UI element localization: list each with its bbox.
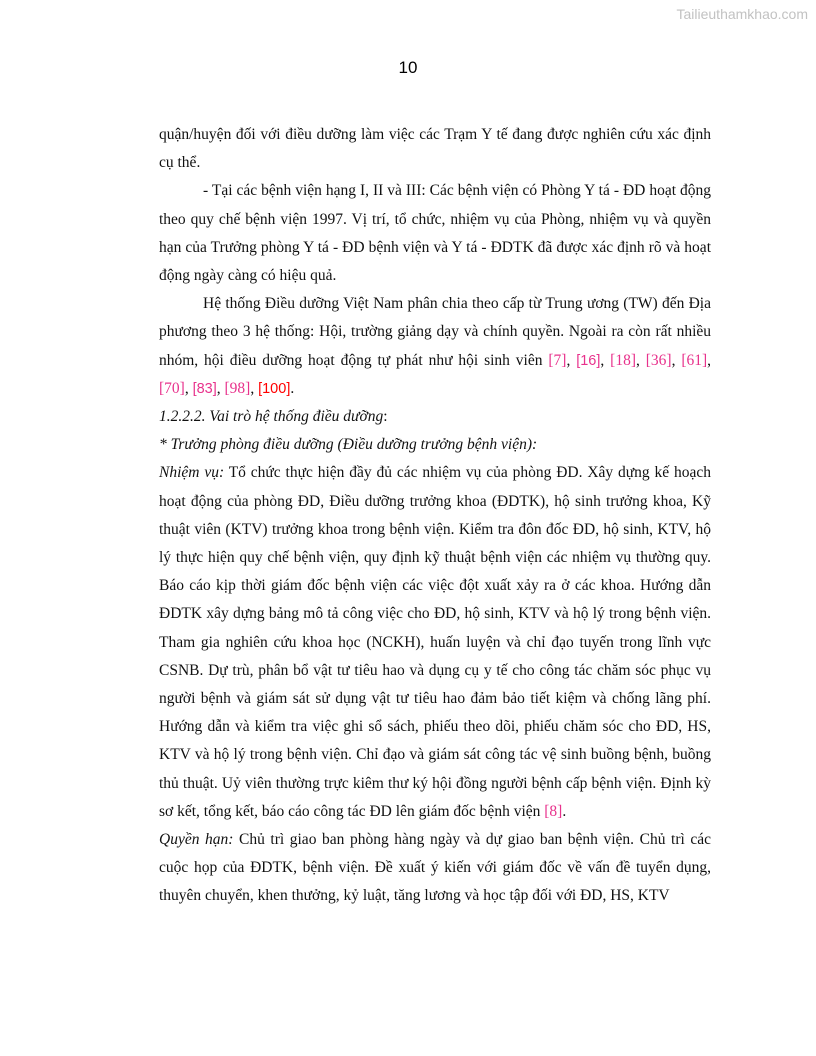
watermark: Tailieuthamkhao.com — [676, 6, 808, 22]
duties-text: Tổ chức thực hiện đầy đủ các nhiệm vụ của phòng ĐD. Xây dựng kế hoạch hoạt động của phòng ĐD, Điều dưỡng trưởng khoa (ĐDTK), hộ sinh trưởng khoa, Kỹ thuật viên (KTV) trưởng khoa trong bệnh viện. Kiểm tra đôn đốc ĐD, hộ sinh, KTV, hộ lý thực hiện quy chế bệnh viện, quy định kỹ thuật bệnh viện các nhiệm vụ thường quy. Báo cáo kịp thời giám đốc bệnh viện các việc đột xuất xảy ra ở các khoa. Hướng dẫn ĐDTK xây dựng bảng mô tả công việc cho ĐD, hộ sinh, KTV và hộ lý trong bệnh viện. Tham gia nghiên cứu khoa học (NCKH), huấn luyện và chỉ đạo tuyến trong lĩnh vực CSNB. Dự trù, phân bổ vật tư tiêu hao và dụng cụ y tế cho công tác chăm sóc phục vụ người bệnh và giám sát sử dụng vật tư tiêu hao đảm bảo tiết kiệm và chống lãng phí. Hướng dẫn và kiểm tra việc ghi sổ sách, phiếu theo dõi, phiếu chăm sóc cho ĐD, HS, KTV và hộ lý trong bệnh viện. Chỉ đạo và giám sát công tác vệ sinh buồng bệnh, buồng thủ thuật. Uỷ viên thường trực kiêm thư ký hội đồng người bệnh cấp bệnh viện. Định kỳ sơ kết, tổng kết, báo cáo công tác ĐD lên giám đốc bệnh viện — [159, 464, 711, 820]
citation-link[interactable]: [36] — [645, 351, 672, 369]
paragraph-1: quận/huyện đối với điều dưỡng làm việc các Trạm Y tế đang được nghiên cứu xác định cụ thể. — [159, 126, 711, 172]
powers-text: Chủ trì giao ban phòng hàng ngày và dự giao ban bệnh viện. Chủ trì các cuộc họp của ĐDTK, bệnh viện. Đề xuất ý kiến với giám đốc về vấn đề tuyển dụng, thuyên chuyển, khen thưởng, kỷ luật, tăng lương và học tập đối với ĐD, HS, KTV — [159, 831, 711, 905]
page-number: 10 — [398, 58, 418, 77]
duties-paragraph: Nhiệm vụ: Tổ chức thực hiện đầy đủ các nhiệm vụ của phòng ĐD. Xây dựng kế hoạch hoạt động của phòng ĐD, Điều dưỡng trưởng khoa (ĐDTK), hộ sinh trưởng khoa, Kỹ thuật viên (KTV) trưởng khoa trong bệnh viện. Kiểm tra đôn đốc ĐD, hộ sinh, KTV, hộ lý thực hiện quy chế bệnh viện, quy định kỹ thuật bệnh viện các nhiệm vụ thường quy. Báo cáo kịp thời giám đốc bệnh viện các việc đột xuất xảy ra ở các khoa. Hướng dẫn ĐDTK xây dựng bảng mô tả công việc cho ĐD, hộ sinh, KTV và hộ lý trong bệnh viện. Tham gia nghiên cứu khoa học (NCKH), huấn luyện và chỉ đạo tuyến trong lĩnh vực CSNB. Dự trù, phân bổ vật tư tiêu hao và dụng cụ y tế cho công tác chăm sóc phục vụ người bệnh và giám sát sử dụng vật tư tiêu hao đảm bảo tiết kiệm và chống lãng phí. Hướng dẫn và kiểm tra việc ghi sổ sách, phiếu theo dõi, phiếu chăm sóc cho ĐD, HS, KTV và hộ lý trong bệnh viện. Chỉ đạo và giám sát công tác vệ sinh buồng bệnh, buồng thủ thuật. Uỷ viên thường trực kiêm thư ký hội đồng người bệnh cấp bệnh viện. Định kỳ sơ kết, tổng kết, báo cáo công tác ĐD lên giám đốc bệnh viện [8]. — [159, 464, 711, 820]
citation-link[interactable]: [7] — [548, 351, 567, 369]
citation-link[interactable]: [16] — [576, 352, 601, 369]
paragraph-3: Hệ thống Điều dưỡng Việt Nam phân chia theo cấp từ Trung ương (TW) đến Địa phương theo 3 hệ thống: Hội, trường giảng dạy và chính quyền. Ngoài ra còn rất nhiều nhóm, hội điều dưỡng hoạt động tự phát như hội sinh viên [7], [16], [18], [36], [61], [70], [83], [98], [100]. — [159, 295, 712, 397]
citation-link[interactable]: [18] — [610, 351, 636, 369]
powers-label: Quyền hạn: — [159, 831, 234, 849]
paragraph-2: - Tại các bệnh viện hạng I, II và III: Các bệnh viện có Phòng Y tá - ĐD hoạt động theo quy chế bệnh viện 1997. Vị trí, tổ chức, nhiệm vụ của Phòng, nhiệm vụ và quyền hạn của Trưởng phòng Y tá - ĐD bệnh viện và Y tá - ĐDTK đã được xác định rõ và hoạt động ngày càng có hiệu quả. — [159, 182, 711, 285]
subheading: * Trưởng phòng điều dưỡng (Điều dưỡng trưởng bệnh viện): — [159, 436, 538, 454]
citation-link[interactable]: [98] — [224, 379, 251, 397]
citation-link[interactable]: [8] — [544, 802, 563, 820]
document-body — [159, 121, 711, 911]
citation-link[interactable]: [100] — [258, 380, 291, 397]
paragraph-3-text: Hệ thống Điều dưỡng Việt Nam phân chia theo cấp từ Trung ương (TW) đến Địa phương theo 3 hệ thống: Hội, trường giảng dạy và chính quyền. Ngoài ra còn rất nhiều nhóm, hội điều dưỡng hoạt động tự phát như hội sinh viên — [159, 295, 711, 369]
duties-label: Nhiệm vụ: — [159, 464, 225, 482]
citation-link[interactable]: [70] — [159, 379, 185, 397]
section-heading: 1.2.2.2. Vai trò hệ thống điều dưỡng: — [159, 408, 388, 426]
citation-link[interactable]: [83] — [192, 380, 217, 397]
citation-link[interactable]: [61] — [681, 351, 708, 369]
powers-paragraph — [159, 826, 711, 911]
